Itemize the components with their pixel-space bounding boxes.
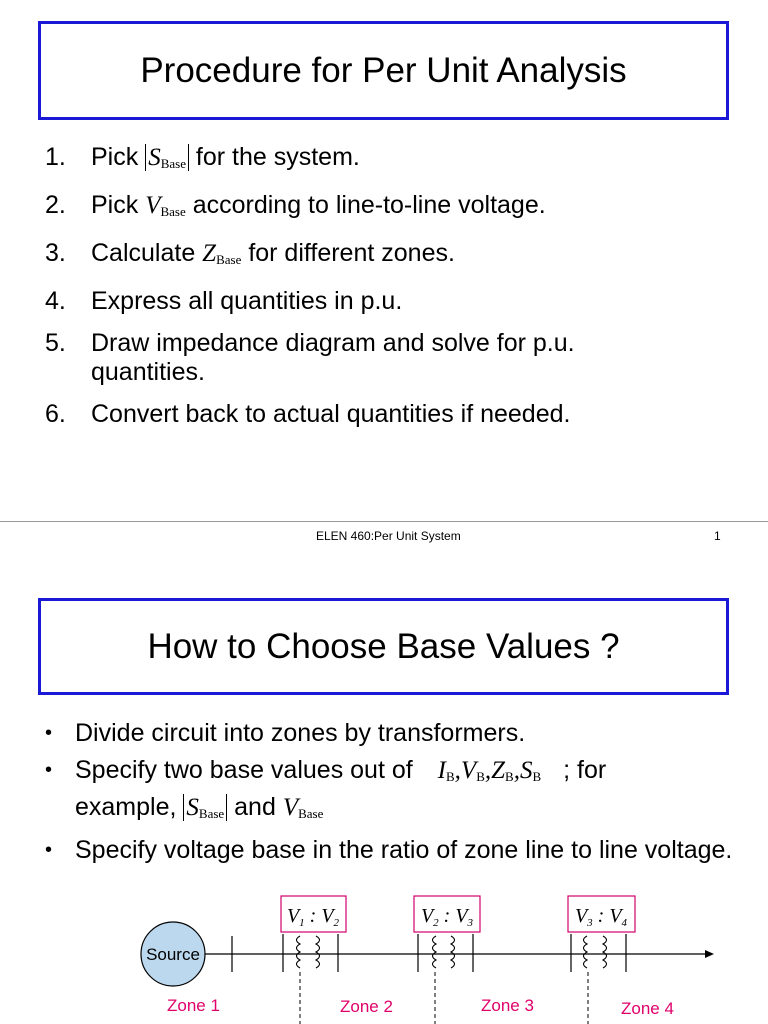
ratio-2-label: $V_2$ : $V_3$	[420, 905, 474, 929]
z-base-symbol: $Z_{Base}$	[202, 240, 242, 267]
source-label: Source	[146, 945, 200, 964]
zone-4-label: Zone 4	[621, 999, 674, 1018]
transformer-2	[414, 896, 480, 1024]
procedure-list	[45, 143, 575, 442]
v-base-symbol: $V_{Base}$	[145, 192, 186, 219]
step-1: 1. Pick $S_{Base}$ for the system.	[45, 143, 360, 171]
ratio-1-label: $V_1$ : $V_2$	[286, 905, 340, 929]
step-6: 6. Convert back to actual quantities if needed.	[45, 400, 571, 428]
s-base-symbol: $S_{Base}$	[145, 144, 189, 171]
s-base-symbol-2: $S_{Base}$	[183, 794, 227, 821]
slide1-title: Procedure for Per Unit Analysis	[140, 50, 627, 90]
zone-2-label: Zone 2	[340, 997, 393, 1016]
base-values-bullets	[45, 718, 735, 872]
bullet-1: • Divide circuit into zones by transformers.	[45, 719, 526, 747]
bullet-2: • Specify two base values out of $I_B,V_B,Z_B,S_B$ ; for example, $S_{Base}$ and $V_{Base}$	[45, 756, 607, 821]
base-quantities-math: $I_B,V_B,Z_B,S_B$	[437, 757, 542, 784]
step-3: 3. Calculate $Z_{Base}$ for different zones.	[45, 239, 455, 267]
step-2: 2. Pick $V_{Base}$ according to line-to-line voltage.	[45, 191, 546, 219]
v-base-symbol-2: $V_{Base}$	[282, 794, 324, 821]
slide1-title-box	[38, 21, 729, 120]
footer-page-number: 1	[714, 529, 721, 543]
step-5: 5. Draw impedance diagram and solve for p.u. quantities.	[45, 329, 575, 386]
zone-3-label: Zone 3	[481, 996, 534, 1015]
ratio-3-label: $V_3$ : $V_4$	[574, 905, 628, 929]
slide-divider	[0, 521, 768, 522]
slide2-title: How to Choose Base Values ?	[147, 626, 620, 666]
step-4: 4. Express all quantities in p.u.	[45, 287, 403, 315]
slide2-title-box	[38, 598, 729, 695]
footer-course: ELEN 460:Per Unit System	[316, 529, 461, 543]
arrow-head-icon	[705, 950, 714, 958]
bullet-3: • Specify voltage base in the ratio of zone line to line voltage.	[45, 836, 733, 864]
zone-1-label: Zone 1	[167, 996, 220, 1015]
transformer-1	[281, 896, 346, 1024]
